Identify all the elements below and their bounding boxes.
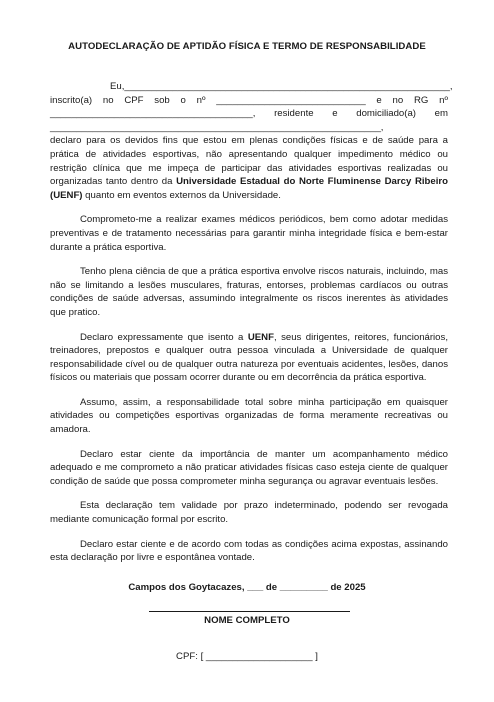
full-name-label: NOME COMPLETO (204, 615, 290, 626)
paragraph-responsibility: Assumo, assim, a responsabilidade total sobre minha participação em quaisquer atividades ou competições esportivas organizadas de forma meramente recreativas ou amadora. (50, 396, 448, 436)
paragraph-risks: Tenho plena ciência de que a prática esportiva envolve riscos naturais, incluindo, mas não se limitando a lesões musculares, fraturas, entorses, problemas cardíacos ou outras condições de saúde adversas, assumindo integralmente os riscos inerentes às atividades que pratico. (50, 266, 448, 318)
signature-line (149, 611, 350, 612)
paragraph-text: , seus dirigentes, reitores, funcionários, treinadores, prepostos e qualquer outra pessoa vinculada a Universidade de qualquer responsabilidade cível ou de qualquer outra natureza por eventuais acidentes, lesões, danos físicos ou materiais que possam ocorrer durante ou em decorrência da prática esportiva. (50, 331, 448, 384)
cpf-field: CPF: [ ____________________ ] (176, 651, 318, 662)
document-title: AUTODECLARAÇÃO DE APTIDÃO FÍSICA E TERMO DE RESPONSABILIDADE (68, 41, 426, 52)
paragraph-declaration (50, 134, 448, 202)
university-acronym: UENF (247, 331, 274, 343)
paragraph-text: declaro para os devidos fins que estou em plenas condições físicas e de saúde para a prática de atividades esportivas, não apresentando qualquer impedimento médico ou restrição clínica que me impeça de participar das atividades esportivas realizadas ou organizadas tanto dentro da (50, 135, 448, 188)
university-name: Universidade Estadual do Norte Fluminense Darcy Ribeiro (UENF) (50, 176, 448, 201)
name-fill-line: Eu,_____________________________________________________________, (110, 81, 453, 92)
address-fill-line: ______________________________________, residente e domiciliado(a) em (50, 108, 448, 120)
paragraph-exemption (50, 331, 448, 385)
paragraph-commitment: Comprometo-me a realizar exames médicos periódicos, bem como adotar medidas preventivas e de tratamento necessárias para garantir minha integridade física e bem-estar durante a prática esportiva. (50, 214, 448, 253)
paragraph-medical-followup: Declaro estar ciente da importância de manter um acompanhamento médico adequado e me comprometo a não praticar atividades físicas caso esteja ciente de qualquer condição de saúde que possa comprometer minha segurança ou agravar eventuais lesões. (50, 448, 448, 487)
document-body (50, 80, 453, 576)
paragraph-agreement: Declaro estar ciente e de acordo com todas as condições acima expostas, assinando esta declaração por livre e espontânea vontade. (50, 538, 448, 564)
cpf-rg-fill-line: inscrito(a) no CPF sob o nº ____________________________ e no RG nº (50, 94, 448, 106)
paragraph-text: quanto em eventos externos da Universidade. (82, 189, 281, 201)
place-date-line: Campos dos Goytacazes, ___ de _________ de 2025 (128, 582, 366, 593)
paragraph-validity: Esta declaração tem validade por prazo indeterminado, podendo ser revogada mediante comunicação formal por escrito. (50, 500, 448, 526)
address-continuation-line: ______________________________________________________________, (50, 121, 384, 133)
paragraph-text: Declaro expressamente que isento a (80, 331, 248, 343)
